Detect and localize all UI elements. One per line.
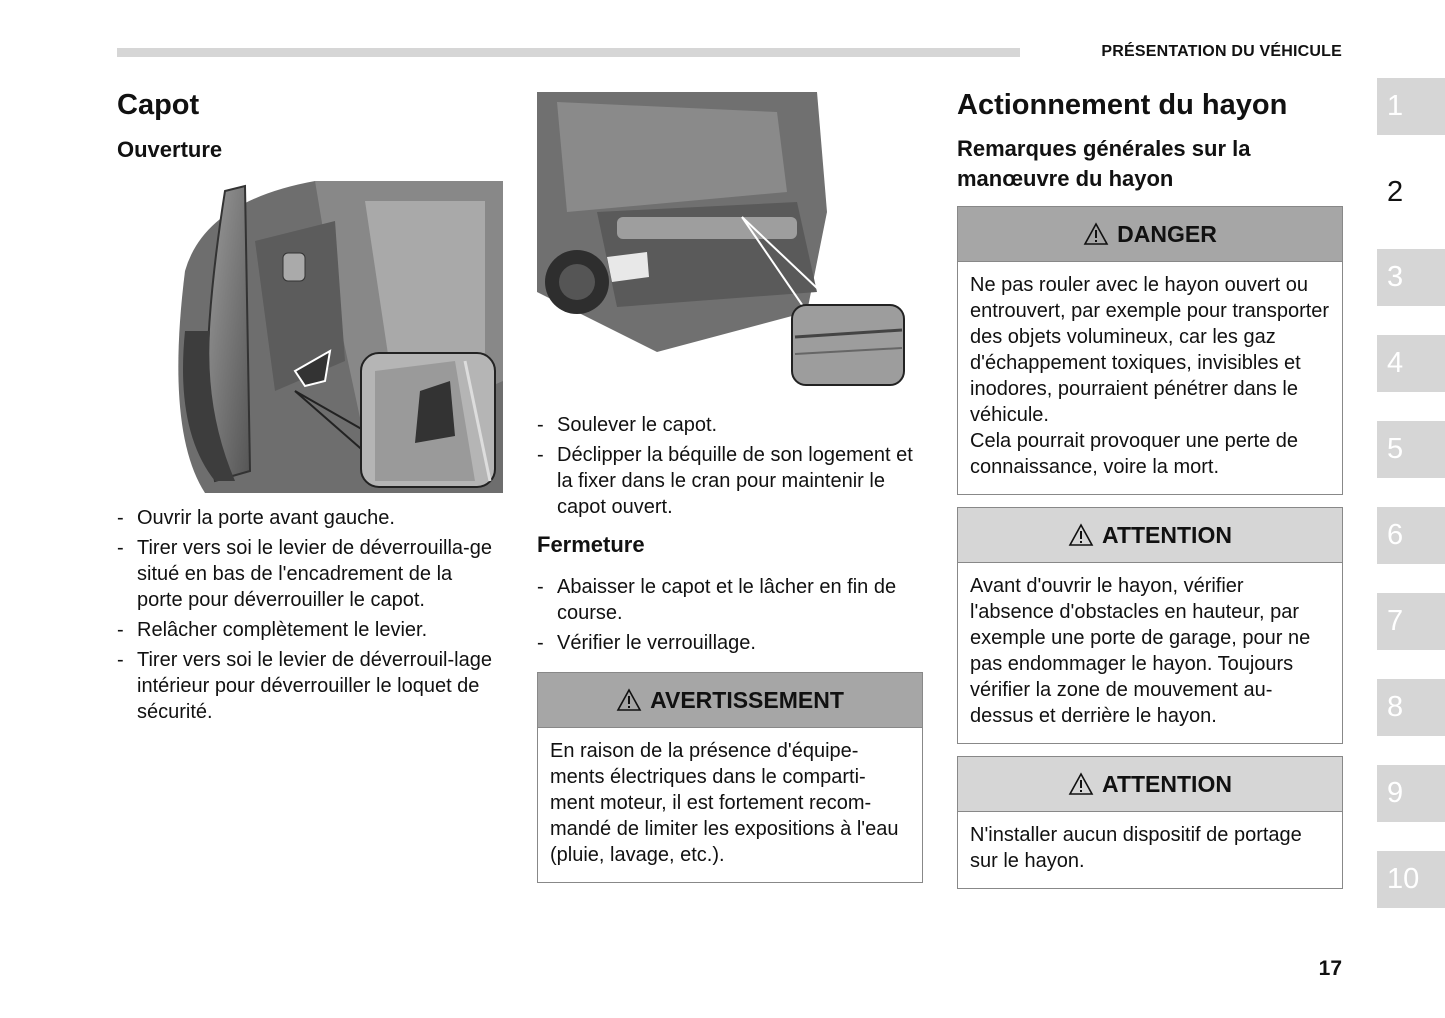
- attention-text: Avant d'ouvrir le hayon, vérifier l'absence d'obstacles en hauteur, par exemple une porte de garage, pour ne pas endommager le hayon. Toujours vérifier la zone de mouvement au-dessus et derrière le hayon.: [970, 575, 1311, 727]
- chapter-tab-10[interactable]: 10: [1377, 851, 1445, 908]
- chapter-tab-4[interactable]: 4: [1377, 335, 1445, 392]
- door-release-lever-illustration: [165, 181, 503, 493]
- warning-triangle-icon: [1068, 772, 1094, 796]
- list-item: - Ouvrir la porte avant gauche.: [117, 505, 503, 531]
- attention-box-body: [958, 563, 1342, 743]
- warning-box: [537, 672, 923, 883]
- chapter-tab-8[interactable]: 8: [1377, 679, 1445, 736]
- column-hayon: [957, 88, 1343, 889]
- chapter-tab-3[interactable]: 3: [1377, 249, 1445, 306]
- closing-steps-list: [537, 574, 923, 656]
- warning-triangle-icon: [1083, 222, 1109, 246]
- column-capot-suite: [537, 92, 923, 883]
- warning-box-header: [538, 673, 922, 728]
- chapter-tab-5[interactable]: 5: [1377, 421, 1445, 478]
- danger-box-body: [958, 262, 1342, 494]
- subsection-title-fermeture: Fermeture: [537, 532, 645, 557]
- subsection-title-remarques: Remarques générales sur la manœuvre du hayon: [957, 136, 1251, 191]
- list-item: - Soulever le capot.: [537, 412, 923, 438]
- warning-label: AVERTISSEMENT: [650, 686, 844, 713]
- chapter-tab-1[interactable]: 1: [1377, 78, 1445, 135]
- section-header-title: PRÉSENTATION DU VÉHICULE: [1101, 43, 1342, 60]
- door-interior-image: [165, 181, 503, 493]
- warning-box-body: [538, 728, 922, 882]
- danger-text: Ne pas rouler avec le hayon ouvert ou entrouvert, par exemple pour transporter des objets volumineux, car les gaz d'échappement toxiques, invisibles et inodores, pourraient pénétrer dans le véhicule.: [970, 274, 1330, 426]
- list-item: - Vérifier le verrouillage.: [537, 630, 923, 656]
- page-number: 17: [1318, 957, 1342, 980]
- attention-label: ATTENTION: [1102, 770, 1232, 797]
- list-item: - Tirer vers soi le levier de déverrouil-lage intérieur pour déverrouiller le loquet de sécurité.: [117, 647, 503, 725]
- attention-box-header: [958, 508, 1342, 563]
- vehicle-front-image: [537, 92, 906, 393]
- chapter-tab-6[interactable]: 6: [1377, 507, 1445, 564]
- header-rule: [117, 48, 1020, 57]
- opening-steps-list: [117, 505, 503, 725]
- attention-box: [957, 507, 1343, 744]
- section-title-hayon: Actionnement du hayon: [957, 89, 1288, 121]
- list-item: - Tirer vers soi le levier de déverrouilla-ge situé en bas de l'encadrement de la porte pour déverrouiller le capot.: [117, 535, 503, 613]
- attention-box-header: [958, 757, 1342, 812]
- attention-text: N'installer aucun dispositif de portage sur le hayon.: [970, 824, 1302, 872]
- chapter-tab-7[interactable]: 7: [1377, 593, 1445, 650]
- hood-prop-illustration: [537, 92, 906, 393]
- danger-text-consequence: Cela pourrait provoquer une perte de connaissance, voire la mort.: [970, 430, 1298, 478]
- hood-prop-steps-list: [537, 412, 923, 520]
- chapter-tab-2[interactable]: 2: [1377, 164, 1445, 221]
- attention-label: ATTENTION: [1102, 521, 1232, 548]
- chapter-tab-9[interactable]: 9: [1377, 765, 1445, 822]
- attention-box: [957, 756, 1343, 889]
- subsection-title-ouverture: Ouverture: [117, 137, 223, 162]
- warning-triangle-icon: [616, 688, 642, 712]
- danger-label: DANGER: [1117, 220, 1217, 247]
- warning-text: En raison de la présence d'équipe-ments électriques dans le comparti-ment moteur, il est fortement recom-mandé de limiter les expositions à l'eau (pluie, lavage, etc.).: [550, 740, 899, 866]
- danger-box-header: [958, 207, 1342, 262]
- list-item: - Relâcher complètement le levier.: [117, 617, 503, 643]
- list-item: - Abaisser le capot et le lâcher en fin de course.: [537, 574, 923, 626]
- section-title-capot: Capot: [117, 89, 200, 121]
- attention-box-body: [958, 812, 1342, 888]
- list-item: - Déclipper la béquille de son logement et la fixer dans le cran pour maintenir le capot ouvert.: [537, 442, 923, 520]
- warning-triangle-icon: [1068, 523, 1094, 547]
- danger-box: [957, 206, 1343, 495]
- column-capot: [117, 88, 503, 729]
